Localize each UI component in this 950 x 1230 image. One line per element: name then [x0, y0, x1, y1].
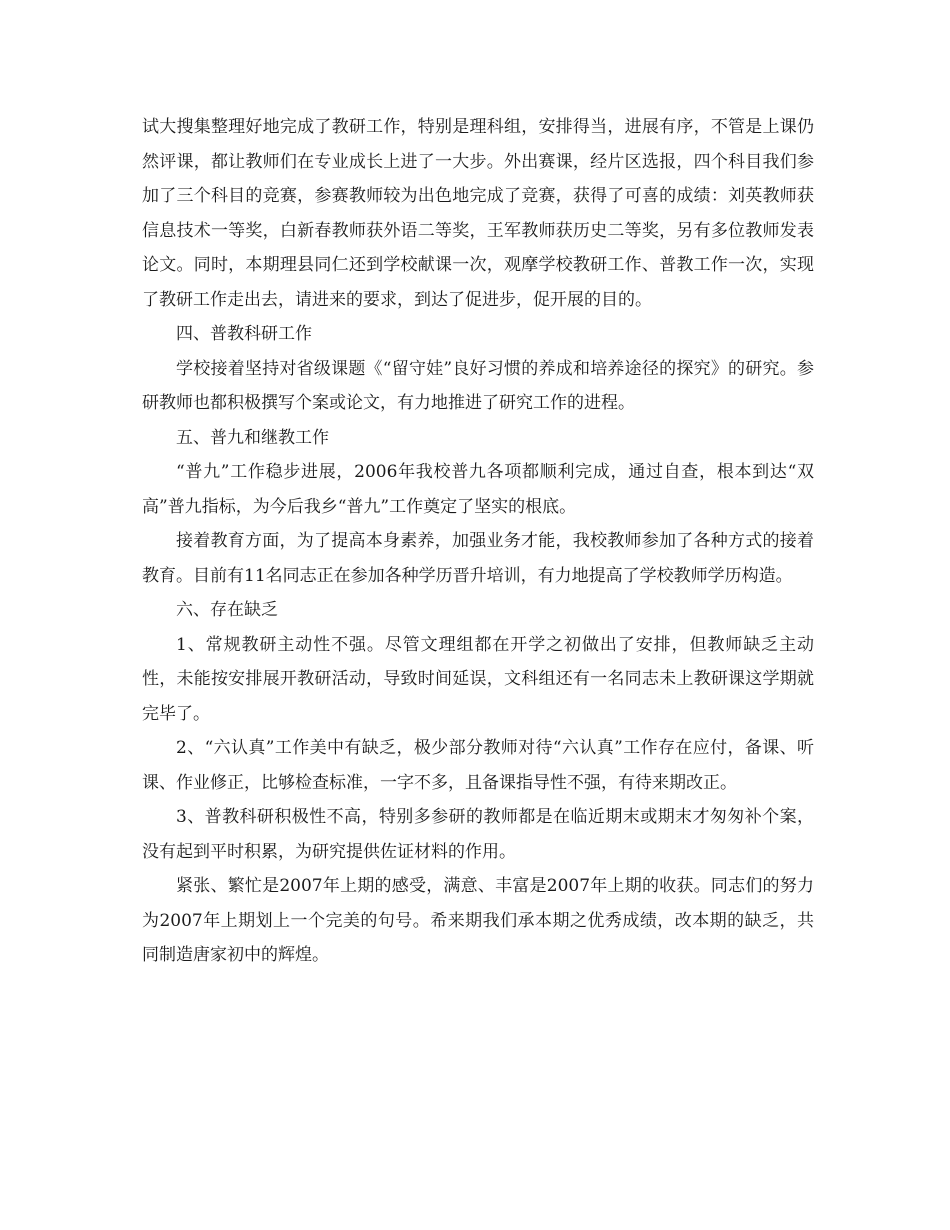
paragraph-research: 学校接着坚持对省级课题《“留守娃”良好习惯的养成和培养途径的探究》的研究。参研教师也都积极撰写个案或论文，有力地推进了研究工作的进程。	[142, 358, 814, 413]
section-heading-shortcomings: 六、存在缺乏	[176, 600, 278, 620]
paragraph-conclusion: 紧张、繁忙是2007年上期的感受，满意、丰富是2007年上期的收获。同志们的努力为2007年上期划上一个完美的句号。希来期我们承本期之优秀成绩，改本期的缺乏，共同制造唐家初中的辉煌。	[142, 876, 814, 965]
paragraph-shortcoming-1: 1、常规教研主动性不强。尽管文理组都在开学之初做出了安排，但教师缺乏主动性，未能按安排展开教研活动，导致时间延误，文科组还有一名同志未上教研课这学期就完毕了。	[142, 634, 814, 724]
paragraph-continuing-education: 接着教育方面，为了提高本身素养，加强业务才能，我校教师参加了各种方式的接着教育。目前有11名同志正在参加各种学历晋升培训，有力地提高了学校教师学历构造。	[142, 531, 814, 586]
section-heading-research: 四、普教科研工作	[176, 324, 312, 344]
paragraph-continuation: 试大搜集整理好地完成了教研工作，特别是理科组，安排得当，进展有序，不管是上课仍然评课，都让教师们在专业成长上进了一大步。外出赛课，经片区选报，四个科目我们参加了三个科目的竞赛，参赛教师较为出色地完成了竞赛，获得了可喜的成绩：刘英教师获信息技术一等奖，白新春教师获外语二等奖，王军教师获历史二等奖，另有多位教师发表论文。同时，本期理县同仁还到学校献课一次，观摩学校教研工作、普教工作一次，实现了教研工作走出去，请进来的要求，到达了促进步，促开展的目的。	[142, 117, 814, 310]
section-heading-puji: 五、普九和继教工作	[176, 427, 329, 448]
paragraph-shortcoming-3: 3、普教科研积极性不高，特别多参研的教师都是在临近期末或期末才匆匆补个案，没有起到平时积累，为研究提供佐证材料的作用。	[142, 807, 814, 862]
document-page	[142, 110, 814, 973]
paragraph-puji: “普九”工作稳步进展，2006年我校普九各项都顺利完成，通过自查，根本到达“双高”普九指标，为今后我乡“普九”工作奠定了坚实的根底。	[142, 462, 814, 517]
paragraph-shortcoming-2: 2、“六认真”工作美中有缺乏，极少部分教师对待“六认真”工作存在应付，备课、听课、作业修正，比够检查标准，一字不多，且备课指导性不强，有待来期改正。	[142, 738, 814, 793]
